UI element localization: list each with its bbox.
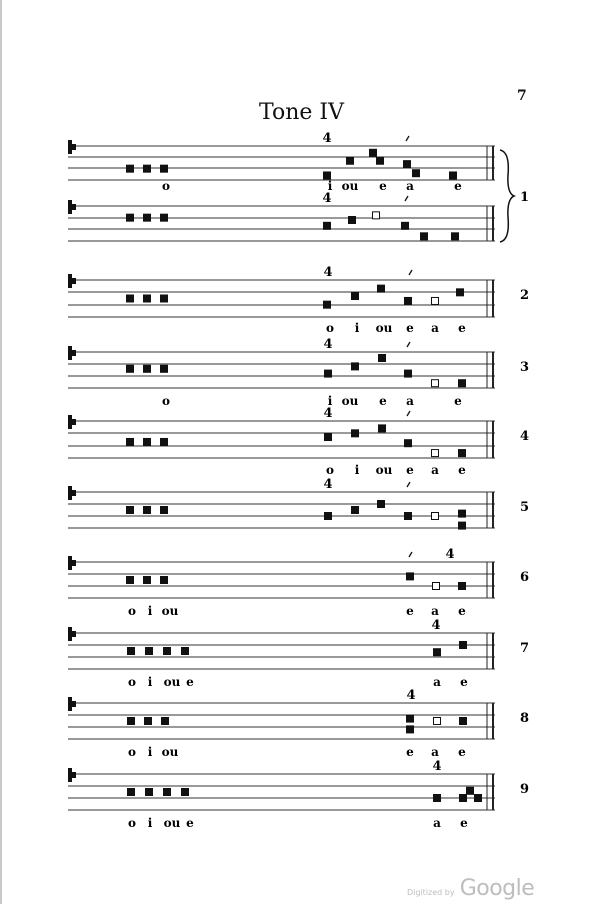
note-head <box>127 295 134 302</box>
watermark <box>407 876 534 901</box>
note-head <box>144 295 151 302</box>
note-head <box>459 450 466 457</box>
brace-icon <box>500 150 514 242</box>
note-head <box>407 573 414 580</box>
note-head <box>146 648 153 655</box>
syllable: a <box>406 394 414 408</box>
staff-number: 3 <box>520 360 530 375</box>
note-head <box>127 507 134 514</box>
syllable: i <box>147 816 153 830</box>
note-head <box>402 222 409 229</box>
note-head <box>144 214 151 221</box>
clef-icon <box>68 346 72 360</box>
note-head <box>475 795 482 802</box>
note-head <box>405 370 412 377</box>
note-head <box>325 513 332 520</box>
syllable: e <box>379 394 387 408</box>
note-head <box>349 217 356 224</box>
note-head <box>450 172 457 179</box>
syllable: e <box>458 604 466 618</box>
staff-5 <box>68 477 529 529</box>
accent-number: 4 <box>323 265 333 280</box>
syllable: a <box>431 463 439 477</box>
staff-number: 2 <box>520 288 530 303</box>
note-head <box>352 293 359 300</box>
note-head <box>144 507 151 514</box>
staff-number: 8 <box>520 711 530 726</box>
syllable: o <box>161 179 171 193</box>
note-head <box>182 648 189 655</box>
clef-icon <box>68 627 72 641</box>
staff-number: 9 <box>520 782 530 797</box>
hollow-note <box>432 450 439 457</box>
note-head <box>460 718 467 725</box>
note-head <box>161 438 168 445</box>
clef-mark <box>72 204 76 210</box>
clef-icon <box>68 486 72 500</box>
clef-icon <box>68 140 72 154</box>
note-head <box>146 789 153 796</box>
syllable: o <box>127 816 137 830</box>
syllable: ou <box>163 816 181 830</box>
page-number: 7 <box>517 88 527 104</box>
clef-icon <box>68 768 72 782</box>
syllable: i <box>327 179 333 193</box>
clef-mark <box>72 278 76 284</box>
note-head <box>459 380 466 387</box>
staff-number: 5 <box>520 500 530 515</box>
hollow-note <box>434 718 441 725</box>
syllable: a <box>406 179 414 193</box>
clef-mark <box>72 560 76 566</box>
syllable: o <box>325 463 335 477</box>
clef-icon <box>68 697 72 711</box>
note-head <box>325 434 332 441</box>
clef-mark <box>72 772 76 778</box>
note-head <box>145 718 152 725</box>
syllable: o <box>127 745 137 759</box>
syllable: a <box>431 745 439 759</box>
note-head <box>324 222 331 229</box>
note-head <box>127 214 134 221</box>
syllable: e <box>186 816 194 830</box>
syllable: a <box>431 321 439 335</box>
syllable: ou <box>375 321 393 335</box>
note-head <box>352 363 359 370</box>
syllable: o <box>161 394 171 408</box>
note-head <box>413 170 420 177</box>
note-head <box>161 507 168 514</box>
staff-1b <box>68 191 495 241</box>
note-head <box>324 301 331 308</box>
watermark-prefix: Digitized by <box>407 888 455 897</box>
accent-mark <box>409 270 412 275</box>
staff-2 <box>68 265 529 335</box>
note-head <box>128 789 135 796</box>
syllable: i <box>354 463 360 477</box>
note-head <box>405 513 412 520</box>
accent-mark <box>405 196 408 201</box>
note-head <box>161 165 168 172</box>
staff-number: 4 <box>520 429 530 444</box>
note-head <box>379 355 386 362</box>
syllable: a <box>431 604 439 618</box>
note-head <box>459 522 466 529</box>
brace-label: 1 <box>520 190 530 205</box>
note-head <box>144 577 151 584</box>
note-head <box>352 507 359 514</box>
syllable: e <box>379 179 387 193</box>
note-head <box>352 430 359 437</box>
note-head <box>460 642 467 649</box>
accent-mark <box>407 482 410 487</box>
note-head <box>405 297 412 304</box>
note-head <box>161 577 168 584</box>
syllable: ou <box>163 675 181 689</box>
accent-number: 4 <box>323 477 333 492</box>
accent-number: 4 <box>432 759 442 774</box>
clef-mark <box>72 350 76 356</box>
clef-mark <box>72 701 76 707</box>
clef-mark <box>72 490 76 496</box>
hollow-note <box>432 297 439 304</box>
clef-mark <box>72 419 76 425</box>
clef-icon <box>68 274 72 288</box>
staff-8 <box>68 688 529 759</box>
syllable: ou <box>161 745 179 759</box>
note-head <box>378 501 385 508</box>
syllable: ou <box>341 179 359 193</box>
note-head <box>452 233 459 240</box>
clef-mark <box>72 631 76 637</box>
note-head <box>127 577 134 584</box>
note-head <box>161 214 168 221</box>
syllable: e <box>454 179 462 193</box>
accent-number: 4 <box>406 688 416 703</box>
syllable: e <box>460 816 468 830</box>
note-head <box>324 172 331 179</box>
staff-4 <box>68 406 529 477</box>
note-head <box>405 440 412 447</box>
clef-mark <box>72 144 76 150</box>
syllable: e <box>458 745 466 759</box>
note-head <box>161 365 168 372</box>
note-head <box>421 233 428 240</box>
syllable: i <box>147 604 153 618</box>
syllable: o <box>325 321 335 335</box>
note-head <box>128 718 135 725</box>
note-head <box>459 510 466 517</box>
hollow-note <box>432 513 439 520</box>
note-head <box>378 285 385 292</box>
clef-icon <box>68 556 72 570</box>
staff-7 <box>68 618 529 689</box>
note-head <box>457 289 464 296</box>
syllable: e <box>460 675 468 689</box>
note-head <box>459 583 466 590</box>
note-head <box>164 789 171 796</box>
syllable: i <box>354 321 360 335</box>
syllable: e <box>458 463 466 477</box>
staff-9 <box>68 759 529 830</box>
page-title: Tone IV <box>259 100 344 125</box>
accent-number: 4 <box>445 547 455 562</box>
note-head <box>161 295 168 302</box>
note-head <box>127 438 134 445</box>
accent-mark <box>406 136 409 141</box>
note-head <box>127 165 134 172</box>
note-head <box>404 161 411 168</box>
clef-icon <box>68 200 72 214</box>
syllable: e <box>454 394 462 408</box>
note-head <box>467 787 474 794</box>
note-head <box>144 438 151 445</box>
clef-icon <box>68 415 72 429</box>
note-head <box>434 649 441 656</box>
accent-mark <box>407 411 410 416</box>
syllable: i <box>327 394 333 408</box>
syllable: o <box>127 604 137 618</box>
syllable: e <box>406 745 414 759</box>
note-head <box>379 425 386 432</box>
staff-3 <box>68 337 529 408</box>
syllable: e <box>406 463 414 477</box>
hollow-note <box>432 380 439 387</box>
note-head <box>162 718 169 725</box>
note-head <box>182 789 189 796</box>
watermark-brand: Google <box>459 876 535 901</box>
note-head <box>144 365 151 372</box>
syllable: e <box>406 604 414 618</box>
syllable: i <box>147 675 153 689</box>
accent-number: 4 <box>323 337 333 352</box>
hollow-note <box>433 583 440 590</box>
syllable: ou <box>161 604 179 618</box>
note-head <box>127 365 134 372</box>
accent-number: 4 <box>323 406 333 421</box>
accent-number: 4 <box>322 131 332 146</box>
note-head <box>407 715 414 722</box>
note-head <box>164 648 171 655</box>
staff-6 <box>68 547 529 618</box>
note-head <box>128 648 135 655</box>
staff-1a <box>68 131 495 193</box>
staff-number: 6 <box>520 570 530 585</box>
note-head <box>144 165 151 172</box>
note-head <box>434 795 441 802</box>
syllable: a <box>433 816 441 830</box>
note-head <box>325 370 332 377</box>
accent-number: 4 <box>431 618 441 633</box>
accent-mark <box>407 342 410 347</box>
syllable: ou <box>341 394 359 408</box>
staff-number: 7 <box>520 641 530 656</box>
syllable: e <box>406 321 414 335</box>
hollow-note <box>373 212 380 219</box>
syllable: ou <box>375 463 393 477</box>
note-head <box>347 157 354 164</box>
accent-mark <box>409 552 412 557</box>
syllable: e <box>458 321 466 335</box>
syllable: o <box>127 675 137 689</box>
syllable: i <box>147 745 153 759</box>
note-head <box>460 795 467 802</box>
accent-number: 4 <box>322 191 332 206</box>
note-head <box>377 157 384 164</box>
note-head <box>370 149 377 156</box>
syllable: e <box>186 675 194 689</box>
note-head <box>407 726 414 733</box>
syllable: a <box>433 675 441 689</box>
